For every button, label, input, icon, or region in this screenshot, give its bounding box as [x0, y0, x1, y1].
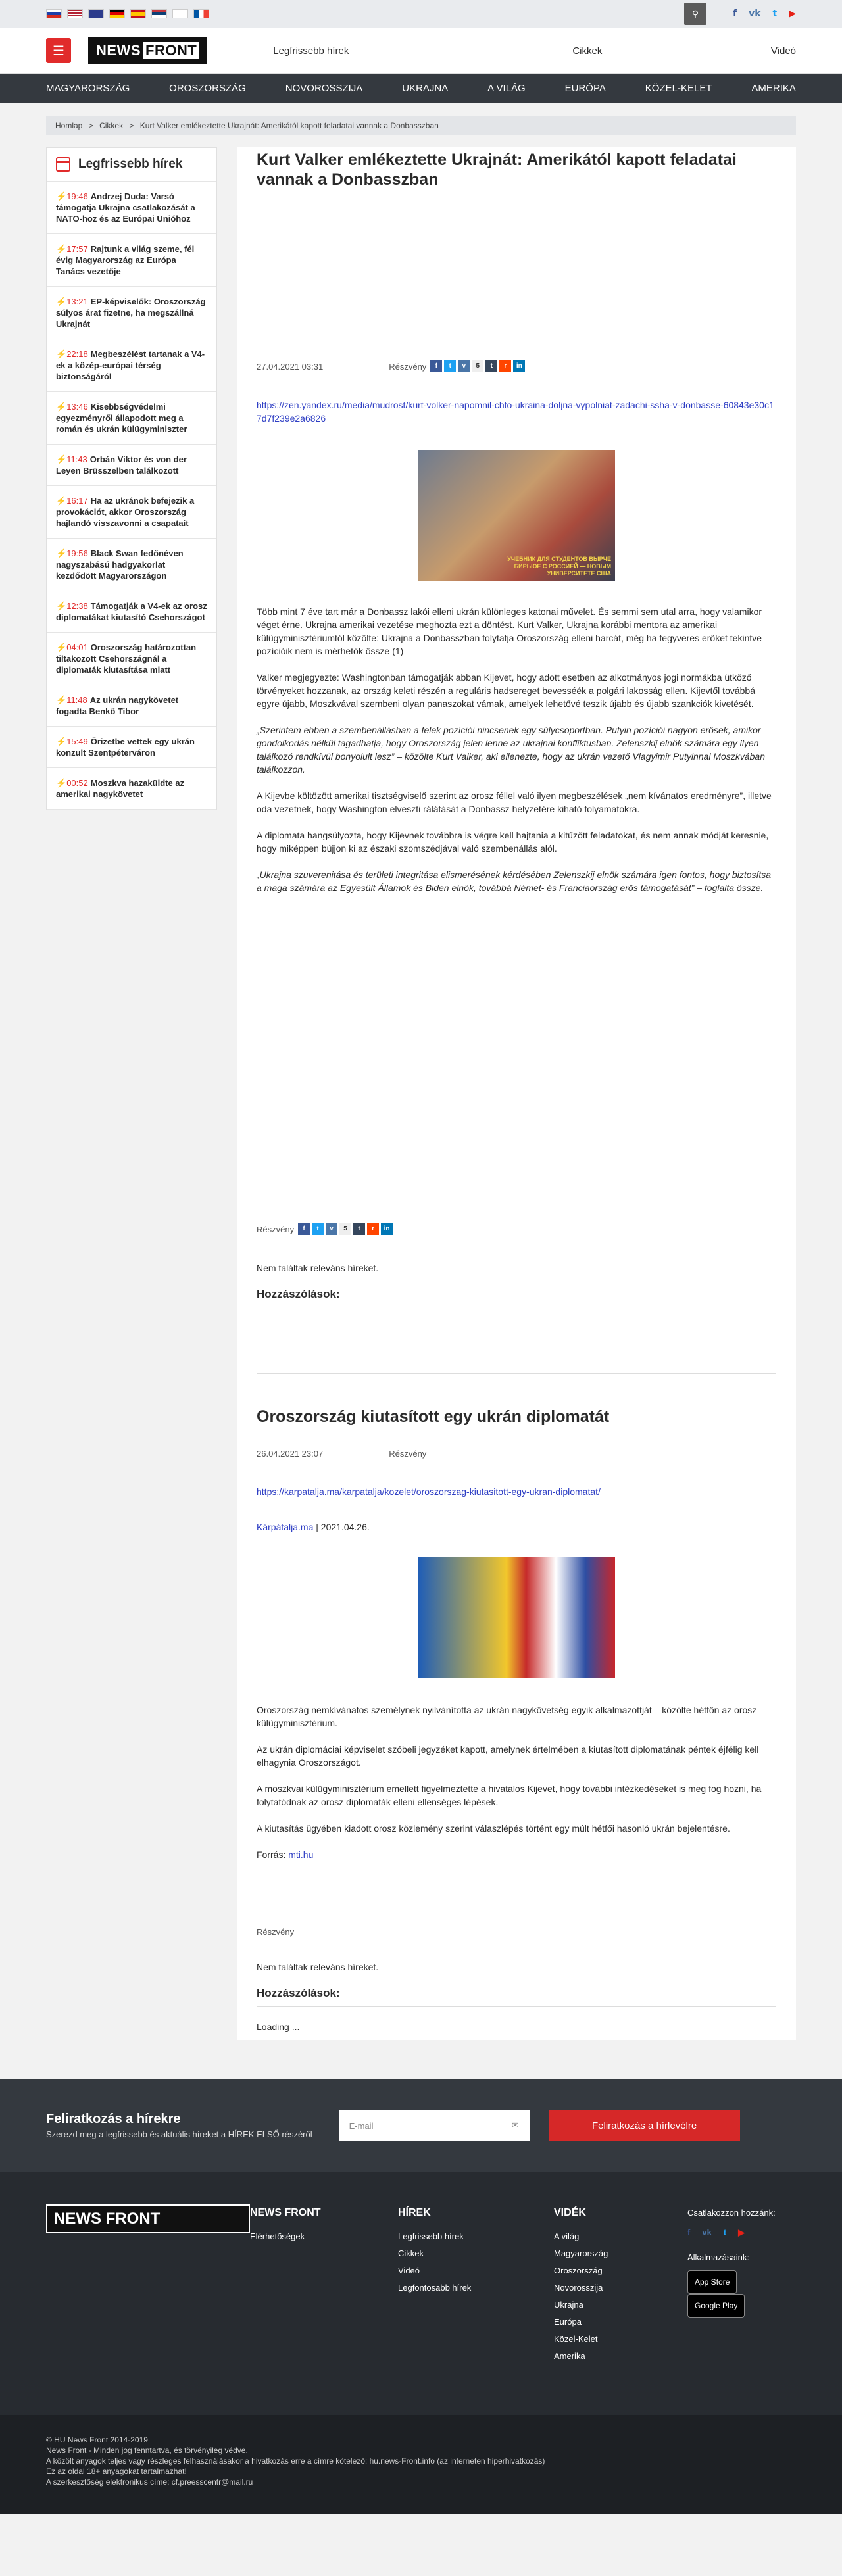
language-flags [46, 9, 209, 18]
news-time: 13:21 [66, 297, 88, 306]
footer-link[interactable]: Cikkek [398, 2248, 424, 2258]
news-title: Andrzej Duda: Varsó támogatja Ukrajna csatlakozását a NATO-hoz és az Európai Unióhoz [56, 191, 195, 224]
news-time: 00:52 [66, 778, 88, 788]
source-label: Forrás: [257, 1849, 286, 1860]
footer [0, 2172, 842, 2415]
lightning-icon: ⚡ [56, 297, 67, 306]
comments-heading: Hozzászólások: [257, 1987, 340, 1999]
nav-item-ukrajna[interactable]: UKRAJNA [402, 82, 449, 94]
news-time: 13:46 [66, 402, 88, 412]
footer-link[interactable]: Ukrajna [554, 2300, 583, 2310]
lightning-icon: ⚡ [56, 244, 67, 254]
news-time: 12:38 [66, 601, 88, 611]
news-item[interactable] [47, 633, 216, 685]
article-2 [237, 1374, 796, 2040]
footer-col-hirek [398, 2204, 554, 2365]
share-reddit-icon[interactable]: r [499, 360, 511, 372]
google-play-badge[interactable]: Google Play [687, 2294, 745, 2318]
news-item[interactable] [47, 727, 216, 768]
lightning-icon: ⚡ [56, 601, 67, 611]
footer-link[interactable]: A világ [554, 2231, 580, 2241]
footer-link[interactable]: Elérhetőségek [250, 2231, 305, 2241]
site-logo[interactable]: NEWS FRONT [88, 37, 207, 64]
news-time: 17:57 [66, 244, 88, 254]
nav-item-novorosszija[interactable]: NOVOROSSZIJA [285, 82, 363, 94]
lightning-icon: ⚡ [56, 191, 67, 201]
article-image-flags [418, 1557, 615, 1678]
subscribe-text [46, 2112, 312, 2139]
share-buttons [298, 1223, 393, 1235]
news-item[interactable] [47, 392, 216, 445]
join-label: Csatlakozzon hozzánk: [687, 2208, 776, 2218]
footer-col-videk [554, 2204, 687, 2365]
breadcrumb [46, 116, 796, 135]
nav-item-europa[interactable]: EURÓPA [564, 82, 606, 94]
header-link-articles[interactable]: Cikkek [572, 45, 603, 57]
news-item[interactable] [47, 539, 216, 591]
copyright-line: © HU News Front 2014-2019 [46, 2435, 148, 2444]
breadcrumb-current: Kurt Valker emlékeztette Ukrajnát: Amerikától kapott feladatai vannak a Donbasszban [139, 121, 439, 130]
share-facebook-icon[interactable]: f [430, 360, 442, 372]
footer-col-newsfront [250, 2204, 398, 2365]
vk-icon[interactable]: vk [702, 2227, 712, 2237]
footer-link[interactable]: Amerika [554, 2351, 585, 2361]
lightning-icon: ⚡ [56, 737, 67, 746]
flag-uk-icon[interactable] [88, 9, 104, 18]
comments-loading: Loading ... [257, 2022, 300, 2032]
lightning-icon: ⚡ [56, 695, 67, 705]
share-buttons [430, 360, 525, 372]
source-site-link[interactable]: Kárpátalja.ma [257, 1522, 314, 1532]
search-button[interactable] [684, 3, 706, 25]
news-item[interactable] [47, 685, 216, 727]
sidebar [46, 147, 217, 2053]
latest-news-header [47, 148, 216, 182]
share-label: Részvény [257, 1224, 295, 1234]
comments-heading: Hozzászólások: [257, 1288, 340, 1300]
nav-item-amerika[interactable]: AMERIKA [751, 82, 796, 94]
no-related-news: Nem találtak releváns híreket. [257, 1263, 379, 1273]
footer-link[interactable]: Oroszország [554, 2266, 603, 2275]
source-line [257, 1848, 776, 1861]
news-item[interactable] [47, 591, 216, 633]
article-source-link[interactable]: https://zen.yandex.ru/media/mudrost/kurt-volker-napomnil-chto-ukraina-doljna-vypolniat-zadachi-ssha-v-donbasse-60843e30c17d7f239e2a6826 [257, 400, 774, 424]
facebook-icon[interactable]: f [687, 2227, 691, 2237]
article-quote: „Ukrajna szuverenitása és területi integritása elismerésének kérdésében Zelenszkij elnök számára igen fontos, hogy biztosítsa a maga számára az Egyesült Államok és Biden elnök, továbbá Német- és Franciaország erős támogatását” – foglalta össze. [257, 869, 772, 893]
article-1 [237, 147, 796, 1374]
news-title: Moszkva hazaküldte az amerikai nagykövetet [56, 778, 185, 799]
breadcrumb-home[interactable]: Homlap [55, 121, 83, 130]
email-input[interactable] [339, 2110, 530, 2141]
article-title: Kurt Valker emlékeztette Ukrajnát: Amerikától kapott feladatai vannak a Donbasszban [257, 151, 737, 189]
news-title: Kisebbségvédelmi egyezményről állapodott meg a román és ukrán külügyminiszter [56, 402, 187, 434]
article-paragraph: Oroszország nemkívánatos személynek nyilvánította az ukrán nagykövetség egyik alkalmazottját – közölte hétfőn az orosz külügyminisztérium. [257, 1705, 757, 1728]
news-time: 19:56 [66, 548, 88, 558]
share-facebook-icon[interactable]: f [298, 1223, 310, 1235]
news-time: 22:18 [66, 349, 88, 359]
app-store-badge[interactable]: App Store [687, 2270, 737, 2294]
article-paragraph: A diplomata hangsúlyozta, hogy Kijevnek továbbra is végre kell hajtania a kitűzött feladatokat, és nem annak módját keresnie, hogy miképpen bújjon ki az északi szomszédjával való szembenállás alól. [257, 830, 769, 854]
news-item[interactable] [47, 768, 216, 810]
nav-item-kozel-kelet[interactable]: KÖZEL-KELET [645, 82, 712, 94]
lightning-icon: ⚡ [56, 402, 67, 412]
news-time: 11:43 [66, 454, 87, 464]
breadcrumb-separator: > [129, 121, 134, 130]
flag-us-icon[interactable] [67, 9, 83, 18]
article-paragraph: Valker megjegyezte: Washingtonban támogatják abban Kijevet, hogy adott esetben az alkotmányos jogi normákba ütköző törvényeket hozzanak, az ország keleti részén a reguláris hadsereget bevesséék a polgári lakosság ellen. Kijevtől továbbá egyre újabb, Moszkvával szembeni olyan panaszokat vámak, amelyek lehetővé teszik újabb és újabb szankciók kivetését. [257, 672, 755, 709]
menu-button[interactable] [46, 38, 71, 63]
news-title: Black Swan fedőnéven nagyszabású hadgyakorlat kezdődött Magyarországon [56, 548, 184, 581]
share-tumblr-icon[interactable]: t [485, 360, 497, 372]
apps-label: Alkalmazásaink: [687, 2252, 749, 2262]
latest-news-box [46, 147, 217, 810]
footer-link[interactable]: Novorosszija [554, 2283, 603, 2293]
lightning-icon: ⚡ [56, 496, 67, 506]
news-title: EP-képviselők: Oroszország súlyos árat fizetne, ha megszállná Ukrajnát [56, 297, 206, 329]
news-item[interactable] [47, 445, 216, 486]
article-paragraph: A Kijevbe költözött amerikai tisztségviselő szerint az orosz féllel való ilyen megbeszélések „nem kívánatos eredményre”, illetve oda vezetnek, hogy Washington elveszti rálátását a Donbassz helyzetére kiható folyamatokra. [257, 790, 772, 814]
article-image [418, 450, 615, 581]
footer-link[interactable]: Legfontosabb hírek [398, 2283, 472, 2293]
subscribe-section [0, 2079, 842, 2172]
copyright-line: Ez az oldal 18+ anyagokat tartalmazhat! [46, 2467, 187, 2476]
footer-logo[interactable]: NEWS FRONT [46, 2204, 250, 2233]
flag-rs-icon[interactable] [151, 9, 167, 18]
subscribe-subtitle: Szerezd meg a legfrissebb és aktuális híreket a HÍREK ELSŐ részéről [46, 2129, 312, 2139]
copyright-line: A közölt anyagok teljes vagy részleges felhasználásakor a hivatkozás erre a címre kötelező: hu.news-Front.info (az interneten hiperhivatkozás) [46, 2456, 545, 2466]
subscribe-title: Feliratkozás a hírekre [46, 2112, 181, 2126]
twitter-icon[interactable]: t [723, 2227, 727, 2237]
news-title: Orbán Viktor és von der Leyen Brüsszelben találkozott [56, 454, 187, 475]
top-bar [0, 0, 842, 28]
news-item[interactable] [47, 339, 216, 392]
breadcrumb-separator: > [88, 121, 93, 130]
lightning-icon: ⚡ [56, 643, 67, 652]
share-bottom [257, 1927, 776, 1937]
divider [257, 2006, 776, 2007]
hamburger-icon: ☰ [53, 43, 64, 59]
article-paragraph: A kiutasítás ügyében kiadott orosz közlemény szerint válaszlépés történt egy múlt hétfői hasonló ukrán bejelentésre. [257, 1823, 730, 1834]
share-bottom [257, 1223, 776, 1235]
flag-es-icon[interactable] [130, 9, 146, 18]
news-title: Megbeszélést tartanak a V4-ek a közép-európai térség biztonságáról [56, 349, 205, 381]
news-title: Rajtunk a világ szeme, fél évig Magyarország az Európa Tanács vezetője [56, 244, 195, 276]
breadcrumb-articles[interactable]: Cikkek [99, 121, 124, 130]
footer-link[interactable]: Európa [554, 2317, 582, 2327]
youtube-icon[interactable]: ▶ [738, 2227, 745, 2237]
social-links [733, 9, 796, 19]
article-meta [257, 1449, 776, 1459]
footer-col-social [687, 2204, 796, 2365]
no-related-news: Nem találtak releváns híreket. [257, 1962, 379, 1972]
main-content [237, 147, 796, 2053]
article-paragraph: Több mint 7 éve tart már a Donbassz lakói elleni ukrán különleges katonai művelet. És semmi sem utal arra, hogy valamikor véget érne. Ukrajna amerikai vezetése meghozta ezt a döntést. Kurt Valker, Ukrajna korábbi mentora az amerikai külügyminisztériumtól közölte: Ukrajna a Donbasszban folytatja Oroszország elleni harcát, még ha fegyveres erőket tekintve pozícióik nem is mérhetők össze (1) [257, 606, 762, 656]
share-linkedin-icon[interactable]: in [513, 360, 525, 372]
news-title: Őrizetbe vettek egy ukrán konzult Szentpéterváron [56, 737, 195, 758]
latest-news-title: Legfrissebb hírek [78, 157, 183, 171]
copyright [0, 2415, 842, 2514]
calendar-icon [56, 157, 70, 172]
footer-link[interactable]: Videó [398, 2266, 420, 2275]
news-title: Támogatják a V4-ek az orosz diplomatákat kiutasító Csehországot [56, 601, 207, 622]
youtube-icon[interactable]: ▶ [789, 9, 796, 19]
news-time: 15:49 [66, 737, 88, 746]
share-label: Részvény [389, 361, 427, 372]
facebook-icon[interactable]: f [732, 9, 737, 19]
lightning-icon: ⚡ [56, 548, 67, 558]
nav-item-oroszorszag[interactable]: OROSZORSZÁG [169, 82, 246, 94]
share-label: Részvény [257, 1927, 295, 1937]
site-header [0, 28, 842, 74]
share-count: 5 [472, 360, 483, 372]
article-paragraph: A moszkvai külügyminisztérium emellett figyelmeztette a hivatalos Kijevet, hogy további intézkedéseket is meg fog hozni, ha folytatódnak az orosz diplomaták elleni ellenséges lépések. [257, 1784, 762, 1807]
news-title: Oroszország határozottan tiltakozott Csehországnál a diplomaták kiutasítása miatt [56, 643, 197, 675]
search-icon: ⚲ [691, 8, 699, 19]
lightning-icon: ⚡ [56, 778, 67, 788]
share-twitter-icon[interactable]: t [444, 360, 456, 372]
news-title: Az ukrán nagykövetet fogadta Benkő Tibor [56, 695, 179, 716]
footer-link[interactable]: Magyarország [554, 2248, 608, 2258]
article-paragraph: Az ukrán diplomáciai képviselet szóbeli jegyzéket kapott, amelynek értelmében a kiutasított diplomatának péntek éjfélig kell elhagynia Oroszországot. [257, 1744, 759, 1768]
share-tumblr-icon[interactable]: t [353, 1223, 365, 1235]
footer-link[interactable]: Legfrissebb hírek [398, 2231, 464, 2241]
footer-col-title: HÍREK [398, 2207, 431, 2218]
footer-link[interactable]: Közel-Kelet [554, 2334, 598, 2344]
twitter-icon[interactable]: t [772, 9, 778, 19]
header-link-latest-news[interactable]: Legfrissebb hírek [273, 45, 349, 57]
article-date: 27.04.2021 03:31 [257, 361, 324, 372]
vk-icon[interactable]: vk [749, 9, 761, 19]
article-title[interactable]: Oroszország kiutasított egy ukrán diplomatát [257, 1407, 610, 1426]
article-source-link[interactable]: https://karpatalja.ma/karpatalja/kozelet/oroszorszag-kiutasitott-egy-ukran-diplomatat/ [257, 1486, 601, 1497]
share-label: Részvény [389, 1449, 427, 1459]
share-reddit-icon[interactable]: r [367, 1223, 379, 1235]
copyright-line: A szerkesztőség elektronikus címe: cf.preesscentr@mail.ru [46, 2477, 253, 2487]
flag-de-icon[interactable] [109, 9, 125, 18]
image-caption: УЧЕБНИК ДЛЯ СТУДЕНТОВ ВЫРЧЕ БИРЬЮЕ С РОССИЕЙ — НОВЫМ УНИВЕРСИТЕТЕ США [507, 556, 611, 577]
nav-item-magyarorszag[interactable]: MAGYARORSZÁG [46, 82, 130, 94]
subscribe-button[interactable]: Feliratkozás a hírlevélre [549, 2110, 740, 2141]
copyright-line: News Front - Minden jog fenntartva, és törvényileg védve. [46, 2446, 248, 2455]
share-count: 5 [339, 1223, 351, 1235]
news-time: 04:01 [66, 643, 88, 652]
news-item[interactable] [47, 234, 216, 287]
article-quote: „Szerintem ebben a szembenállásban a felek pozíciói nincsenek egy súlycsoportban. Putyin pozíciói nagyon erősek, amikor gondolkodás nélkül tagadhatja, hogy Oroszország jelen lenne az ukrajnai konfliktusban. Zelenszkij elnök számára egy ilyen találkozó rendkívül bonyolult lesz” – közölte Kurt Valker, aki ellenezte, hogy az ukrán vezető Vlagyimir Putyinnal Moszkvában találkozzon. [257, 725, 765, 775]
lightning-icon: ⚡ [56, 349, 67, 359]
flag-ru-icon[interactable] [46, 9, 62, 18]
lightning-icon: ⚡ [56, 454, 67, 464]
news-time: 16:17 [66, 496, 88, 506]
flag-ge-icon[interactable] [172, 9, 188, 18]
share-twitter-icon[interactable]: t [312, 1223, 324, 1235]
nav-item-a-vilag[interactable]: A VILÁG [487, 82, 526, 94]
mail-icon: ✉ [511, 2120, 519, 2130]
share-linkedin-icon[interactable]: in [381, 1223, 393, 1235]
news-time: 11:48 [66, 695, 87, 705]
email-placeholder: E-mail [349, 2120, 374, 2131]
footer-col-title: VIDÉK [554, 2207, 586, 2218]
source-mti-link[interactable]: mti.hu [288, 1849, 314, 1860]
article-meta [257, 360, 776, 372]
share-vk-icon[interactable]: v [458, 360, 470, 372]
news-item[interactable] [47, 287, 216, 339]
news-time: 19:46 [66, 191, 88, 201]
header-link-video[interactable]: Videó [770, 45, 796, 57]
article-date: 26.04.2021 23:07 [257, 1449, 324, 1459]
news-item[interactable] [47, 182, 216, 234]
news-item[interactable] [47, 486, 216, 539]
flag-fr-icon[interactable] [193, 9, 209, 18]
source-date: | 2021.04.26. [316, 1522, 370, 1532]
share-vk-icon[interactable]: v [326, 1223, 337, 1235]
news-title: Ha az ukránok befejezik a provokációt, akkor Oroszország hajlandó visszavonni a csapatait [56, 496, 195, 528]
footer-col-title: NEWS FRONT [250, 2207, 321, 2218]
main-nav [0, 74, 842, 103]
